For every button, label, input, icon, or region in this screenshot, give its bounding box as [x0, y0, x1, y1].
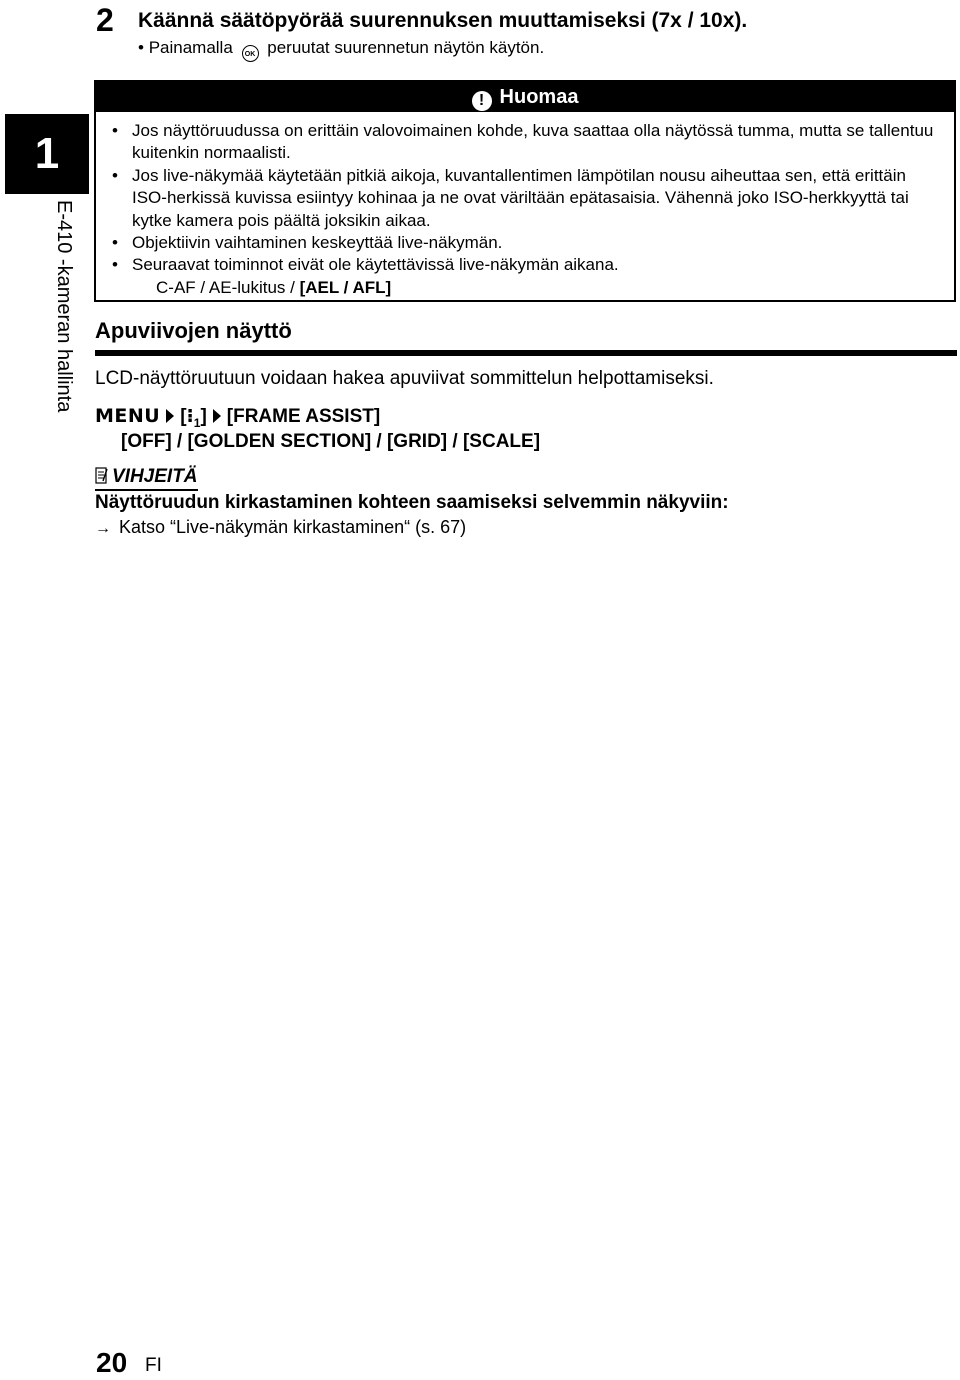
- tips-reference-text: Katso “Live-näkymän kirkastaminen“ (s. 67): [119, 517, 467, 537]
- menu-tab-sub: 1: [193, 415, 201, 430]
- chapter-number-tab: 1: [5, 114, 89, 194]
- note-sub-bold: [AEL / AFL]: [299, 277, 392, 297]
- note-item: • Jos live-näkymää käytetään pitkiä aikoja, kuvantallentimen lämpötilan nousu aiheuttaa sen, että erittäin ISO-herkissä kuvissa esiintyy kohinaa ja ne ovat väriltään epätasaisia. Vähennä joko ISO-herkkyyttä tai kytke kamera pois päältä joksikin aikaa.: [110, 165, 944, 232]
- menu-tab-open: [: [180, 406, 187, 427]
- notepad-icon: [95, 467, 108, 484]
- note-item: • Objektiivin vaihtaminen keskeyttää live-näkymän.: [110, 232, 944, 254]
- tips-heading-text: VIHJEITÄ: [112, 466, 198, 487]
- section-divider: [95, 350, 957, 356]
- arrow-right-icon: [213, 409, 221, 423]
- section-title: Apuviivojen näyttö: [95, 318, 292, 343]
- tips-heading: [95, 465, 198, 491]
- step-sub-note: [138, 37, 544, 62]
- custom-menu-icon: ⁝: [186, 406, 194, 427]
- step-sub-prefix: Painamalla: [148, 38, 233, 57]
- ok-button-icon: OK: [242, 45, 259, 62]
- arrow-right-icon: →: [95, 520, 111, 537]
- note-box: [94, 80, 956, 302]
- tips-title: Näyttöruudun kirkastaminen kohteen saamiseksi selvemmin näkyviin:: [95, 492, 729, 513]
- arrow-right-icon: [166, 409, 174, 423]
- menu-options: [OFF] / [GOLDEN SECTION] / [GRID] / [SCALE]: [121, 431, 541, 452]
- note-title: Huomaa: [499, 86, 579, 108]
- menu-tab-close: ]: [200, 406, 207, 427]
- bullet: •: [138, 38, 149, 57]
- chapter-side-title: E-410 -kameran hallinta: [53, 200, 75, 413]
- tips-reference: [95, 515, 466, 541]
- step-number: 2: [96, 2, 114, 38]
- menu-label: MENU: [95, 405, 161, 427]
- note-sub-plain: C-AF / AE-lukitus /: [156, 277, 300, 297]
- note-header: [96, 82, 954, 112]
- note-list: [110, 120, 944, 299]
- note-sub-item: [110, 277, 944, 299]
- step-instruction: Käännä säätöpyörää suurennuksen muuttamiseksi (7x / 10x).: [138, 9, 748, 32]
- section-description: LCD-näyttöruutuun voidaan hakea apuviivat sommittelun helpottamiseksi.: [95, 368, 714, 389]
- page-number: 20: [96, 1347, 128, 1378]
- exclamation-icon: !: [472, 91, 492, 111]
- note-item: • Seuraavat toiminnot eivät ole käytettävissä live-näkymän aikana.: [110, 254, 944, 276]
- page-language: FI: [145, 1355, 162, 1376]
- note-item: • Jos näyttöruudussa on erittäin valovoimainen kohde, kuva saattaa olla näytössä tumma, mutta se tallentuu kuitenkin normaalisti.: [110, 120, 944, 165]
- step-sub-suffix: peruutat suurennetun näytön käytön.: [267, 38, 545, 57]
- menu-item: [FRAME ASSIST]: [226, 406, 381, 427]
